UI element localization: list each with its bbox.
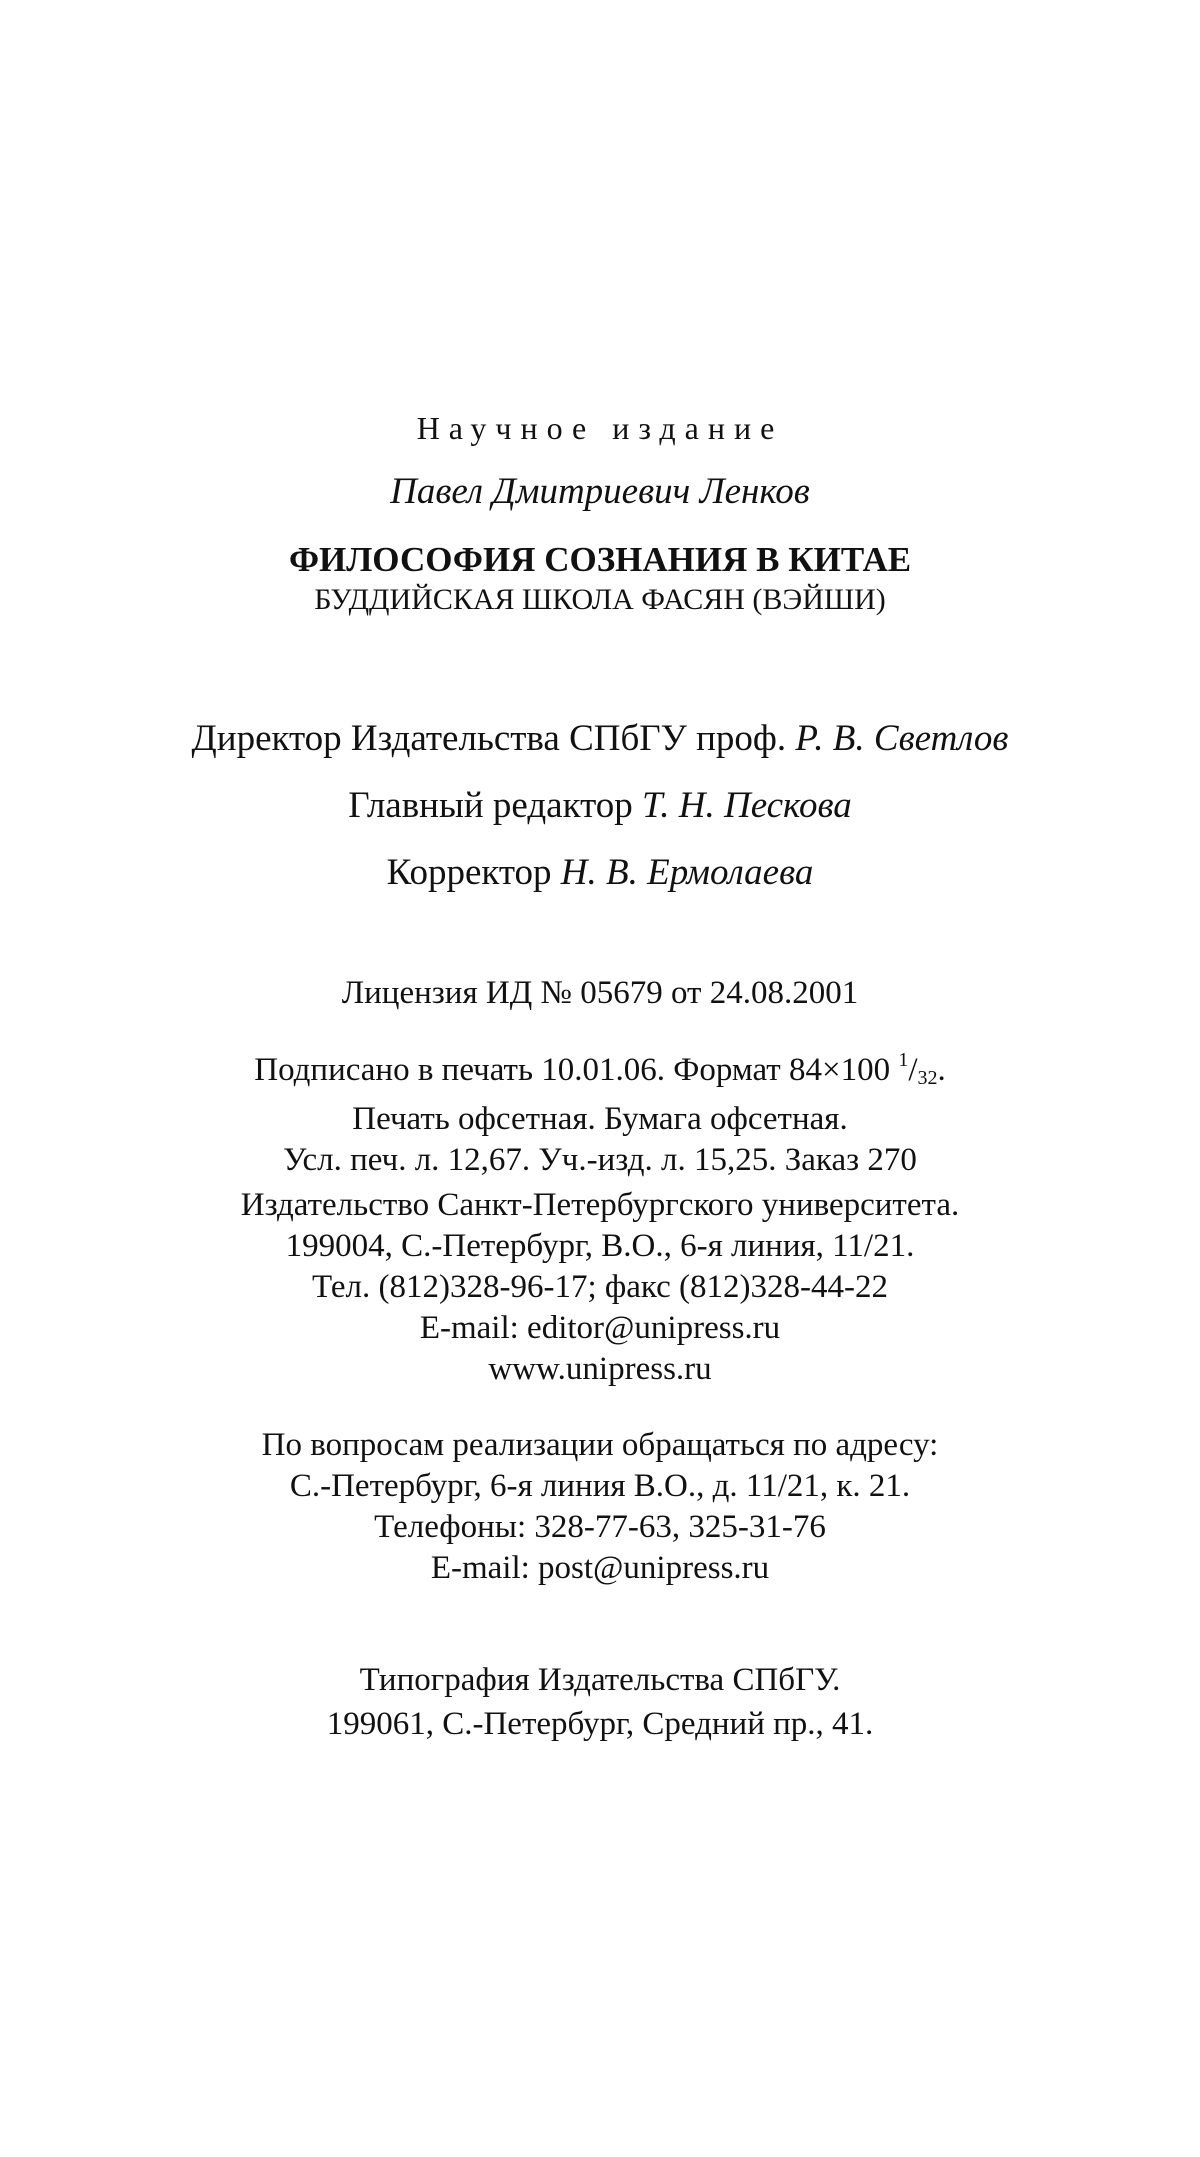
print-info	[0, 1040, 1200, 1181]
edition-type-text: Научное издание	[416, 410, 784, 446]
publisher-phone-line: Тел. (812)328-96-17; факс (812)328-44-22	[312, 1269, 888, 1305]
book-subtitle-text: БУДДИЙСКАЯ ШКОЛА ФАСЯН (ВЭЙШИ)	[314, 583, 886, 616]
publisher-email-line: E-mail: editor@unipress.ru	[419, 1310, 781, 1346]
book-title	[0, 540, 1200, 580]
publisher-website-line: www.unipress.ru	[488, 1351, 712, 1387]
proofreader-role: Корректор	[386, 852, 552, 893]
editor-credit	[0, 772, 1200, 839]
sales-phone-line: Телефоны: 328-77-63, 325-31-76	[374, 1509, 826, 1545]
credits-block	[0, 705, 1200, 906]
publisher-info	[0, 1185, 1200, 1390]
book-title-text: ФИЛОСОФИЯ СОЗНАНИЯ В КИТАЕ	[288, 540, 912, 579]
printing-house-address-line: 199061, С.-Петербург, Средний пр., 41.	[326, 1706, 874, 1742]
printing-house-name-line: Типография Издательства СПбГУ.	[359, 1662, 841, 1698]
director-role: Директор Издательства СПбГУ проф.	[191, 718, 787, 759]
author-name-text: Павел Дмитриевич Ленков	[390, 471, 810, 512]
print-signed-suffix: .	[937, 1052, 946, 1088]
print-sheets-line: Усл. печ. л. 12,67. Уч.-изд. л. 15,25. Заказ 270	[283, 1142, 917, 1178]
printing-house-info	[0, 1658, 1200, 1746]
sales-intro-line: По вопросам реализации обращаться по адресу:	[261, 1427, 939, 1463]
license-info	[0, 975, 1200, 1012]
director-name: Р. В. Светлов	[795, 718, 1009, 759]
book-subtitle	[0, 583, 1200, 617]
editor-role: Главный редактор	[348, 785, 633, 826]
sales-address-line: С.-Петербург, 6-я линия В.О., д. 11/21, к. 21.	[289, 1468, 911, 1504]
publisher-address-line: 199004, С.-Петербург, В.О., 6-я линия, 11/21.	[285, 1228, 915, 1264]
print-signed-line: Подписано в печать 10.01.06. Формат 84×100 $^1$/32.	[254, 1049, 946, 1089]
print-signed-text: Подписано в печать 10.01.06. Формат 84×100	[254, 1052, 891, 1088]
sales-email-line: E-mail: post@unipress.ru	[430, 1550, 770, 1586]
director-credit	[0, 705, 1200, 772]
license-text: Лицензия ИД № 05679 от 24.08.2001	[341, 975, 859, 1011]
publisher-name-line: Издательство Санкт-Петербургского университета.	[240, 1187, 960, 1223]
format-fraction-numerator: 1	[898, 1049, 909, 1071]
proofreader-name: Н. В. Ермолаева	[560, 852, 814, 893]
format-fraction-denominator: 32	[917, 1067, 938, 1089]
edition-type	[0, 410, 1200, 447]
print-type-line: Печать офсетная. Бумага офсетная.	[352, 1101, 848, 1137]
editor-name: Т. Н. Пескова	[642, 785, 852, 826]
author-name	[0, 470, 1200, 513]
proofreader-credit	[0, 839, 1200, 906]
sales-info	[0, 1425, 1200, 1589]
